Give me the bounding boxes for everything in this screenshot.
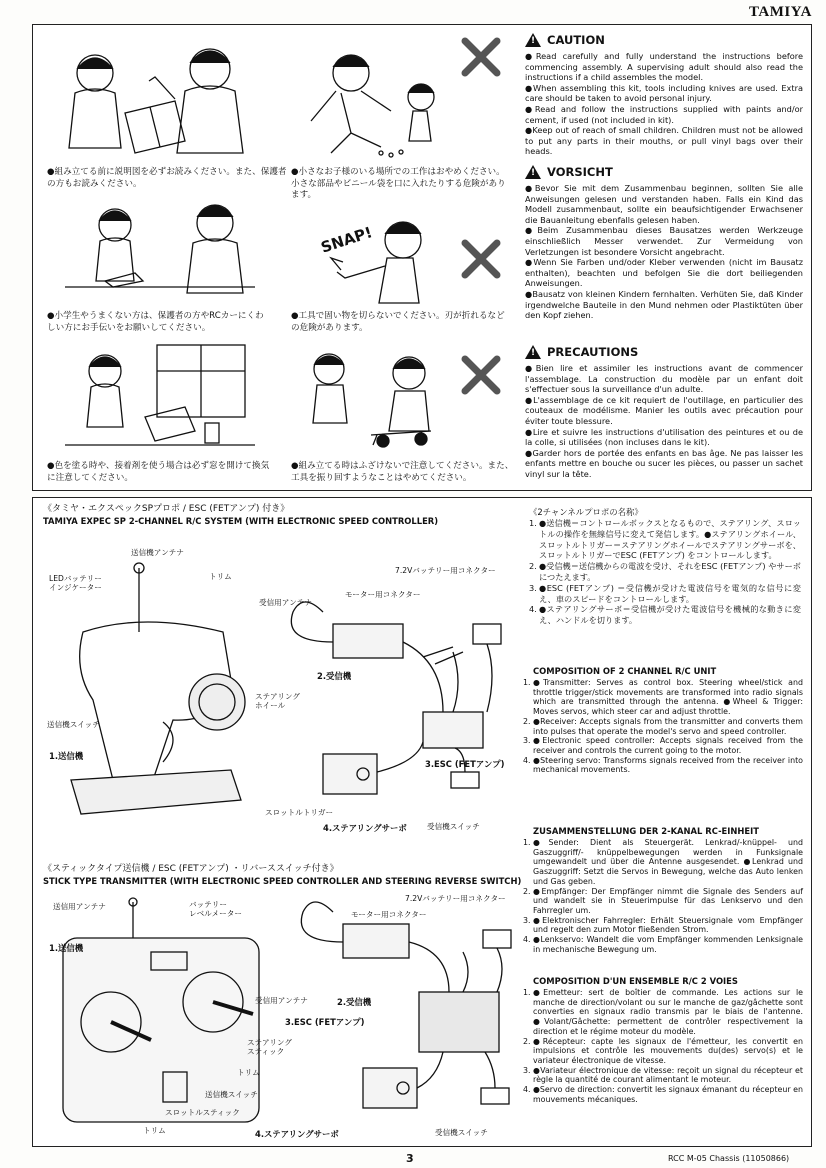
label-battery-meter: バッテリー レベルメーター [189,900,242,918]
illustration-reading-manual [45,33,265,163]
prohibited-icon [461,239,501,279]
label-motor-connector-2: モーター用コネクター [351,910,427,919]
illustration-snapping-tool [291,200,451,315]
de-list [523,838,803,954]
label-receiver-switch: 受信機スイッチ [427,822,480,831]
label-receiver-antenna: 受信用アンテナ [259,598,312,607]
prohibited-icon [461,355,501,395]
label-transmitter-switch-2: 送信機スイッチ [205,1090,258,1099]
list-item: 4. ●ステアリングサーボ＝受信機が受けた電波信号を機械的な動きに変え、ハンドルを切ります。 [529,604,801,626]
label-battery-connector-2: 7.2Vバッテリー用コネクター [405,894,506,903]
system2-title-en: STICK TYPE TRANSMITTER (WITH ELECTRONIC SPEED CONTROLLER AND STEERING REVERSE SWITCH) [43,876,522,886]
illustration-small-children [291,35,451,160]
label-transmitter-switch: 送信機スイッチ [47,720,100,729]
list-item: 3. ●Elektronischer Fahrregler: Erhält Steuersignale vom Empfänger und regelt den zum Motor fließenden Strom. [523,915,803,935]
list-item: 1. ●Emetteur: sert de boîtier de commande. Les actions sur le manche de direction/volant ou sur le manche de gaz/gâchette sont converties en signaux radio transmis par le biais de l'antenne. ●Volant/Gâchette: permettent de contrôler respectivement la direction et le régime moteur du modèle. [523,988,803,1036]
label-servo-2: 4.ステアリングサーボ [255,1129,339,1139]
label-receiver-switch-2: 受信機スイッチ [435,1128,488,1137]
list-item: 3. ●Electronic speed controller: Accepts signals received from the receiver and controls the current going to the motor. [523,736,803,755]
label-receiver: 2.受信機 [317,671,352,681]
list-item: 2. ●Récepteur: capte les signaux de l'émetteur, les convertit en impulsions et contrôle les mouvements du(des) servo(s) et le variateur électronique de vitesse. [523,1036,803,1065]
illustration-ventilation [45,341,265,456]
precautions-title: ! PRECAUTIONS [525,345,638,359]
label-steering-wheel: ステアリング ホイール [255,692,300,710]
list-item: 1. ●Sender: Dient als Steuergerät. Lenkrad/-knüppel- und Gaszuggriff/- knüppelbewegungen werden in Funksignale umgewandelt und über die Antenne ausgesendet. ●Lenkrad und Gaszuggriff: Setzt die Servos in Bewegung, welche das Auto lenken und Gas geben. [523,838,803,886]
vorsicht-body: ●Bevor Sie mit dem Zusammenbau beginnen, sollten Sie alle Anweisungen gelesen und verstanden haben. Falls ein Kind das Modell zusammenbaut, sollte ein beaufsichtigender Erwachsener die Bauanleitung ebenfalls gelesen haben. ●Beim Zusammenbau dieses Bausatzes werden Werkzeuge einschließlich Messer verwendet. Zur Vermeidung von Verletzungen ist besondere Vorsicht angebracht. ●Wenn Sie Farben und/oder Kleber verwenden (nicht im Bausatz enthalten), beachten und befolgen Sie die dort beiliegenden Anweisungen. ●Bausatz von kleinen Kindern fernhalten. Verhüten Sie, daß Kinder irgendwelche Bauteile in den Mund nehmen oder Plastiktüten über den Kopf ziehen. [525,183,803,321]
system1-title-en: TAMIYA EXPEC SP 2-CHANNEL R/C SYSTEM (WITH ELECTRONIC SPEED CONTROLLER) [43,516,439,526]
label-receiver-antenna-2: 受信用アンテナ [255,996,308,1005]
warning-icon [525,165,541,179]
caution-body: ●Read carefully and fully understand the instructions before commencing assembly. A supervising adult should also read the instructions if a child assembles the model. ●When assembling this kit, tools including knives are used. Extra care should be taken to avoid personal injury. ●Read and follow the instructions supplied with paints and/or cement, if used (not included in kit). ●Keep out of reach of small children. Children must not be allowed to put any parts in their mouths, or pull vinyl bags over their heads. [525,51,803,157]
label-led-indicator: LEDバッテリー インジケーター [49,574,102,592]
precautions-body: ●Bien lire et assimiler les instructions avant de commencer l'assemblage. La construction du modèle par un enfant doit s'effectuer sous la surveillance d'un adulte. ●L'assemblage de ce kit requiert de l'outillage, en particulier des couteaux de modélisme. Manier les outils avec précaution pour éviter toute blessure. ●Lire et suivre les instructions d'utilisation des peintures et ou de la colle, si utilisées (non incluses dans le kit). ●Garder hors de portée des enfants en bas âge. Ne pas laisser les enfants mettre en bouche ou sucer les pièces, ou passer un sachet vinyl sur la tête. [525,363,803,479]
vorsicht-title: ! VORSICHT [525,165,613,179]
list-item: 3. ●ESC (FETアンプ) ＝受信機が受けた電波信号を電気的な信号に変え、車のスピードをコントロールします。 [529,582,801,604]
label-esc-2: 3.ESC (FETアンプ) [285,1017,365,1027]
label-motor-connector: モーター用コネクター [345,590,421,599]
snap-text: SNAP! [318,223,375,257]
label-throttle-trigger: スロットルトリガー [265,808,334,817]
label-esc: 3.ESC (FETアンプ) [425,759,505,769]
caption-adult-help: ●小学生やうまくない方は、保護者の方やRCカーにくわしい方にお手伝いをお願いしてください。 [47,311,264,333]
warning-icon [525,345,541,359]
label-transmitter-antenna: 送信機アンテナ [131,548,184,557]
caption-snapping-tool: ●工具で固い物を切らないでください。刃が折れるなどの危険があります。 [291,311,505,333]
label-steering-stick: ステアリング スティック [247,1038,292,1056]
de-heading: ZUSAMMENSTELLUNG DER 2-KANAL RC-EINHEIT [533,826,759,836]
document-reference: RCC M-05 Chassis (11050866) [668,1154,790,1163]
prohibited-icon [461,37,501,77]
list-item: 1. ●送信機＝コントロールボックスとなるもので、ステアリング、スロットルの操作を無線信号に変えて発信します。●ステアリングホイール、スロットルトリガー＝ステアリングホイールでステアリングサーボを、スロットルトリガーでESC (FETアンプ) をコントロールします。 [529,518,801,561]
label-throttle-stick: スロットルスティック [165,1108,240,1117]
list-item: 4. ●Steering servo: Transforms signals received from the receiver into mechanical movements. [523,755,803,775]
en-list [523,678,803,775]
caption-horseplay: ●組み立てる時はふざけないで注意してください。また、工具を振り回すようなことはやめてください。 [291,461,514,483]
list-item: 2. ●Receiver: Accepts signals from the transmitter and converts them into pulses that operate the model's servo and speed controller. [523,716,803,736]
system2-title-jp: 《スティックタイプ送信機 / ESC (FETアンプ) ・リバーススイッチ付き》 [43,864,339,874]
fr-list [523,988,803,1104]
brand-logo: TAMIYA [748,4,812,20]
safety-panel [32,24,812,491]
en-heading: COMPOSITION OF 2 CHANNEL R/C UNIT [533,666,717,676]
warning-icon [525,33,541,47]
system1-diagram [43,532,523,832]
list-item: 2. ●受信機＝送信機からの電波を受け、それをESC (FETアンプ) やサーボにつたえます。 [529,561,801,582]
rc-system-panel [32,497,812,1147]
label-trim: トリム [209,572,232,581]
jp-heading: 《2チャンネルプロポの名称》 [529,507,643,517]
jp-list [529,518,801,626]
system2-diagram [43,892,523,1142]
caption-small-children: ●小さなお子様のいる場所での工作はおやめください。小さな部品やビニール袋を口に入れたりする危険があります。 [291,167,506,200]
list-item: 3. ●Variateur électronique de vitesse: reçoit un signal du récepteur et règle la quantité de courant alimentant le moteur. [523,1065,803,1085]
caption-read-manual: ●組み立てる前に説明図を必ずお読みください。また、保護者の方もお読みください。 [47,167,287,189]
list-item: 1. ●Transmitter: Serves as control box. Steering wheel/stick and throttle trigger/stick movements are transformed into radio signals which are transmitted through the antenna. ●Wheel & Trigger: Moves servos, which steer car and adjust throttle. [523,678,803,717]
label-trim-b: トリム [143,1126,166,1135]
label-receiver-2: 2.受信機 [337,997,372,1007]
fr-heading: COMPOSITION D'UN ENSEMBLE R/C 2 VOIES [533,976,738,986]
label-battery-connector: 7.2Vバッテリー用コネクター [395,566,496,575]
label-trim-a: トリム [237,1068,260,1077]
caution-title: ! CAUTION [525,33,605,47]
page-number: 3 [406,1152,414,1165]
illustration-adult-help [45,195,265,310]
illustration-horseplay [291,343,451,458]
label-transmitter-antenna-2: 送信用アンテナ [53,902,106,911]
list-item: 4. ●Lenkservo: Wandelt die vom Empfänger kommenden Lenksignale in mechanische Bewegung um. [523,935,803,954]
list-item: 4. ●Servo de direction: convertit les signaux émanant du récepteur en mouvements mécaniques. [523,1085,803,1104]
system1-title-jp: 《タミヤ・エクスペックSPプロポ / ESC (FETアンプ) 付き》 [43,504,290,514]
label-transmitter: 1.送信機 [49,751,84,761]
caption-ventilation: ●色を塗る時や、接着剤を使う場合は必ず窓を開けて換気に注意してください。 [47,461,270,483]
list-item: 2. ●Empfänger: Der Empfänger nimmt die Signale des Senders auf und wandelt sie in Steuerimpulse für das Lenkservo und den Fahrregler um. [523,886,803,915]
label-transmitter-2: 1.送信機 [49,943,84,953]
label-servo: 4.ステアリングサーボ [323,823,407,833]
